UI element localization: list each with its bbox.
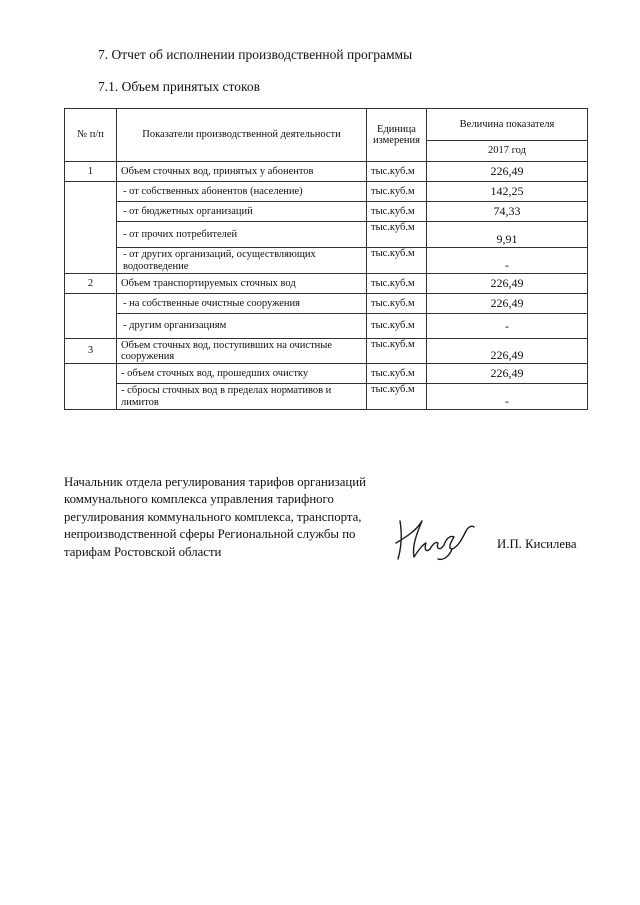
subsection-heading: 7.1. Объем принятых стоков [98, 79, 260, 94]
header-unit: Единица измерения [367, 109, 427, 162]
row-label: - от собственных абонентов (население) [117, 182, 367, 202]
row-unit: тыс.куб.м [367, 294, 427, 314]
table-row [65, 274, 588, 294]
row-value: - [427, 314, 588, 339]
row-unit: тыс.куб.м [367, 339, 427, 364]
row-unit: тыс.куб.м [367, 248, 427, 274]
signatory-line: коммунального комплекса управления тарифного [64, 492, 334, 507]
table-row [65, 182, 588, 202]
row-label: - от прочих потребителей [117, 222, 367, 248]
signatory-title [64, 474, 394, 561]
row-unit: тыс.куб.м [367, 314, 427, 339]
signatory-line: непроизводственной сферы Региональной службы по [64, 527, 356, 542]
signatory-line: регулирования коммунального комплекса, транспорта, [64, 509, 362, 524]
row-unit: тыс.куб.м [367, 182, 427, 202]
row-label: - другим организациям [117, 314, 367, 339]
row-label: - от других организаций, осуществляющих водоотведение [117, 248, 367, 274]
row-value: - [427, 248, 588, 274]
row-label: - объем сточных вод, прошедших очистку [117, 364, 367, 384]
row-value: 74,33 [427, 202, 588, 222]
table-row [65, 384, 588, 410]
row-label: - сбросы сточных вод в пределах нормативов и лимитов [117, 384, 367, 410]
row-value: - [427, 384, 588, 410]
table-row [65, 314, 588, 339]
row-num: 2 [65, 274, 117, 294]
row-label: - на собственные очистные сооружения [117, 294, 367, 314]
row-value: 226,49 [427, 339, 588, 364]
row-num: 1 [65, 162, 117, 182]
row-label: Объем сточных вод, поступивших на очистные сооружения [117, 339, 367, 364]
row-num-empty [65, 182, 117, 274]
header-indicator: Показатели производственной деятельности [117, 109, 367, 162]
report-table [64, 108, 588, 410]
table-header-row [65, 109, 588, 141]
row-unit: тыс.куб.м [367, 364, 427, 384]
row-unit: тыс.куб.м [367, 274, 427, 294]
row-unit: тыс.куб.м [367, 384, 427, 410]
table-row [65, 364, 588, 384]
table-row [65, 248, 588, 274]
row-label: Объем транспортируемых сточных вод [117, 274, 367, 294]
table-row [65, 222, 588, 248]
signatory-line: тарифам Ростовской области [64, 544, 222, 559]
header-value: Величина показателя [427, 109, 588, 141]
row-value: 9,91 [427, 222, 588, 248]
signatory-name: И.П. Кисилева [497, 537, 577, 551]
row-value: 226,49 [427, 274, 588, 294]
row-unit: тыс.куб.м [367, 222, 427, 248]
row-label: - от бюджетных организаций [117, 202, 367, 222]
handwritten-signature [392, 513, 477, 563]
section-heading: 7. Отчет об исполнении производственной программы [98, 47, 413, 62]
row-unit: тыс.куб.м [367, 202, 427, 222]
table-row [65, 162, 588, 182]
row-value: 226,49 [427, 364, 588, 384]
table-row [65, 202, 588, 222]
row-value: 226,49 [427, 294, 588, 314]
table-row [65, 339, 588, 364]
header-num: № п/п [65, 109, 117, 162]
row-unit: тыс.куб.м [367, 162, 427, 182]
header-year: 2017 год [427, 141, 588, 162]
row-num-empty [65, 364, 117, 410]
table-row [65, 294, 588, 314]
row-num-empty [65, 294, 117, 339]
row-num: 3 [65, 339, 117, 364]
row-value: 142,25 [427, 182, 588, 202]
row-value: 226,49 [427, 162, 588, 182]
signatory-line: Начальник отдела регулирования тарифов организаций [64, 475, 366, 489]
row-label: Объем сточных вод, принятых у абонентов [117, 162, 367, 182]
